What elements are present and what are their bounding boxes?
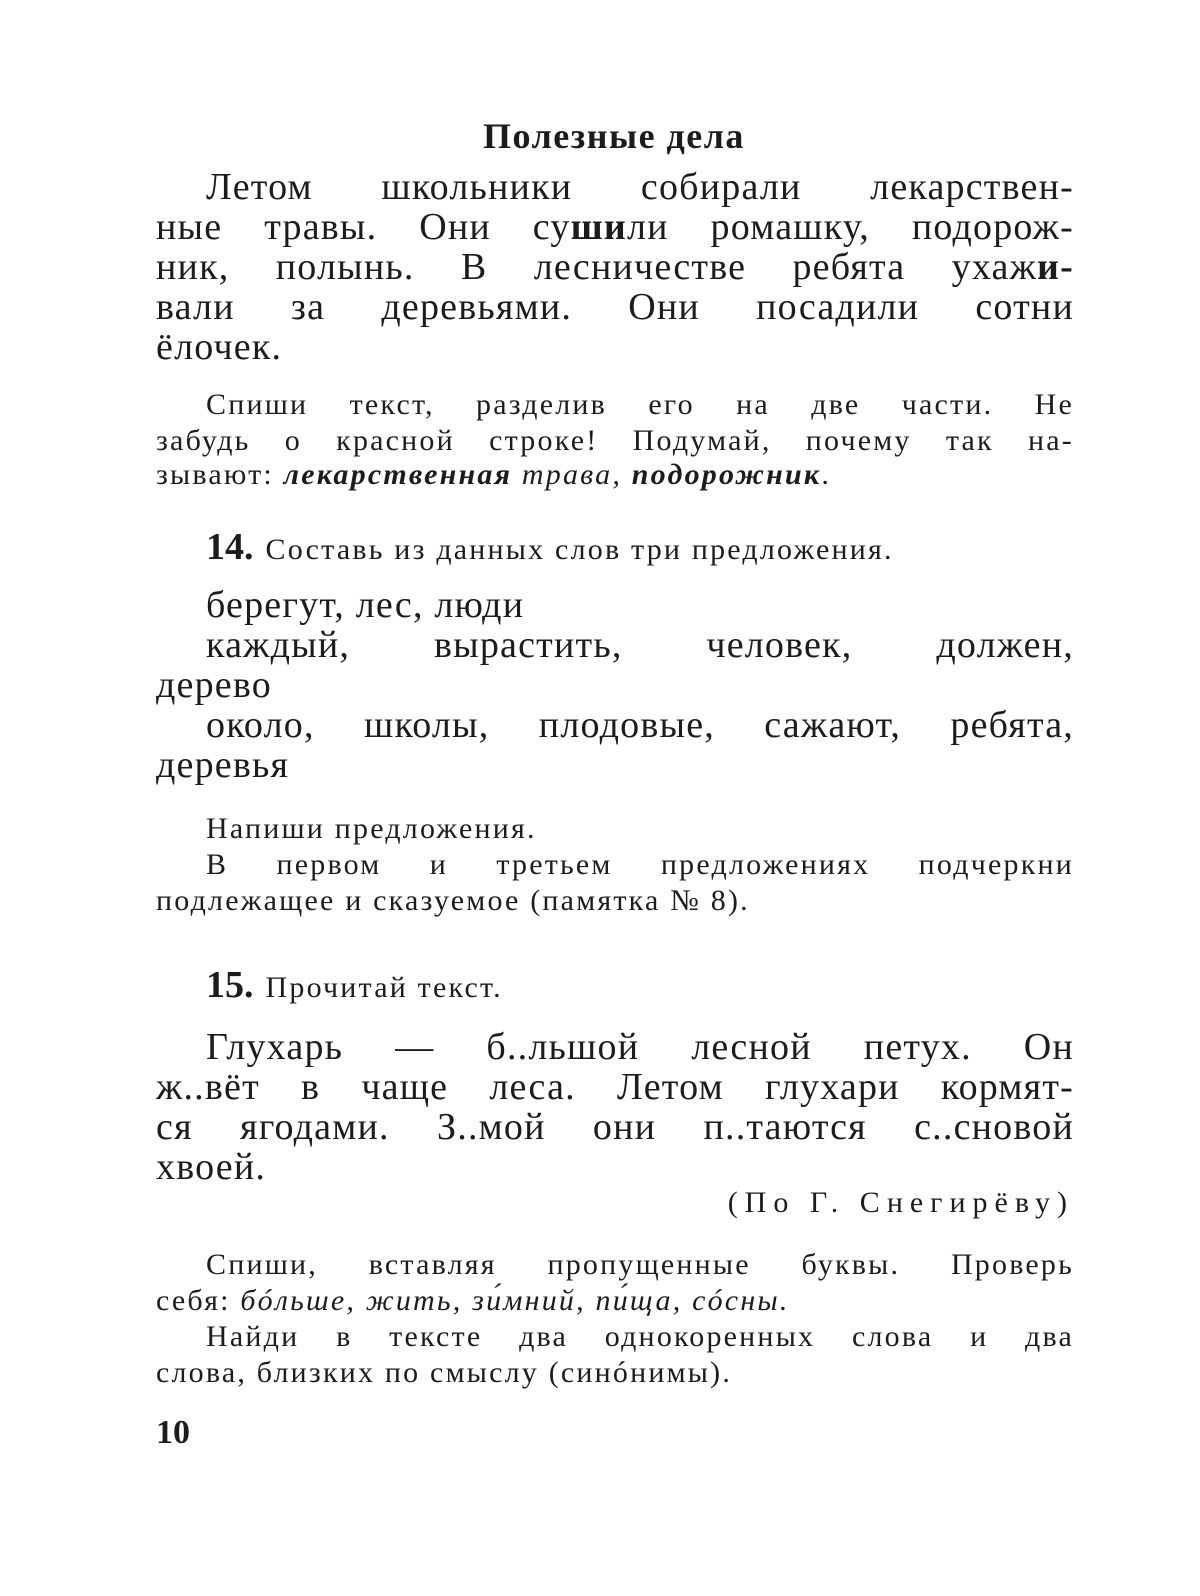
page-title: Полезные дела <box>483 116 745 156</box>
exercise-heading: 15. Прочитай текст. <box>206 964 503 1006</box>
page-number: 10 <box>156 1414 190 1451</box>
instruction-line: зывают: лекарственная трава, подорожник. <box>156 458 832 491</box>
attribution: (По Г. Снегирёву) <box>727 1186 1074 1219</box>
instruction-line: себя: бóльше, жить, зи́мний, пи́ща, сóсны. <box>156 1284 790 1317</box>
exercise-number: 15. <box>206 964 254 1006</box>
instruction-line: В первом и третьем предложениях подчеркни <box>206 848 1074 881</box>
text-line: ник, полынь. В лесничестве ребята ухажи- <box>156 246 1074 288</box>
instruction-line: подлежащее и сказуемое (памятка № 8). <box>156 884 750 917</box>
instruction-line: слова, близких по смыслу (синóнимы). <box>156 1356 733 1389</box>
word-group: берегут, лес, люди <box>206 584 525 626</box>
word-group: деревья <box>156 744 290 786</box>
instruction-line: Спиши, вставляя пропущенные буквы. Проверь <box>206 1248 1074 1281</box>
instruction-line: Напиши предложения. <box>206 812 537 845</box>
exercise-number: 14. <box>206 526 254 568</box>
text-line: ные травы. Они сушили ромашку, подорож- <box>156 206 1074 248</box>
text-line: ж..вёт в чаще леса. Летом глухари кормят- <box>156 1066 1074 1108</box>
text-line: вали за деревьями. Они посадили сотни <box>156 286 1074 328</box>
text-line: ся ягодами. З..мой они п..таются с..сновой <box>156 1106 1074 1148</box>
text-line: Глухарь — б..льшой лесной петух. Он <box>206 1026 1074 1068</box>
exercise-heading: 14. Составь из данных слов три предложения. <box>206 526 894 568</box>
instruction-line: Найди в тексте два однокоренных слова и два <box>206 1320 1074 1353</box>
word-group: дерево <box>156 664 272 706</box>
word-group: около, школы, плодовые, сажают, ребята, <box>206 704 1074 746</box>
text-line: хвоей. <box>156 1146 267 1188</box>
word-group: каждый, вырастить, человек, должен, <box>206 624 1074 666</box>
instruction-line: забудь о красной строке! Подумай, почему так на- <box>156 424 1074 457</box>
instruction-line: Спиши текст, разделив его на две части. Не <box>206 388 1074 421</box>
text-line: Летом школьники собирали лекарствен- <box>206 166 1074 208</box>
text-line: ёлочек. <box>156 326 283 368</box>
